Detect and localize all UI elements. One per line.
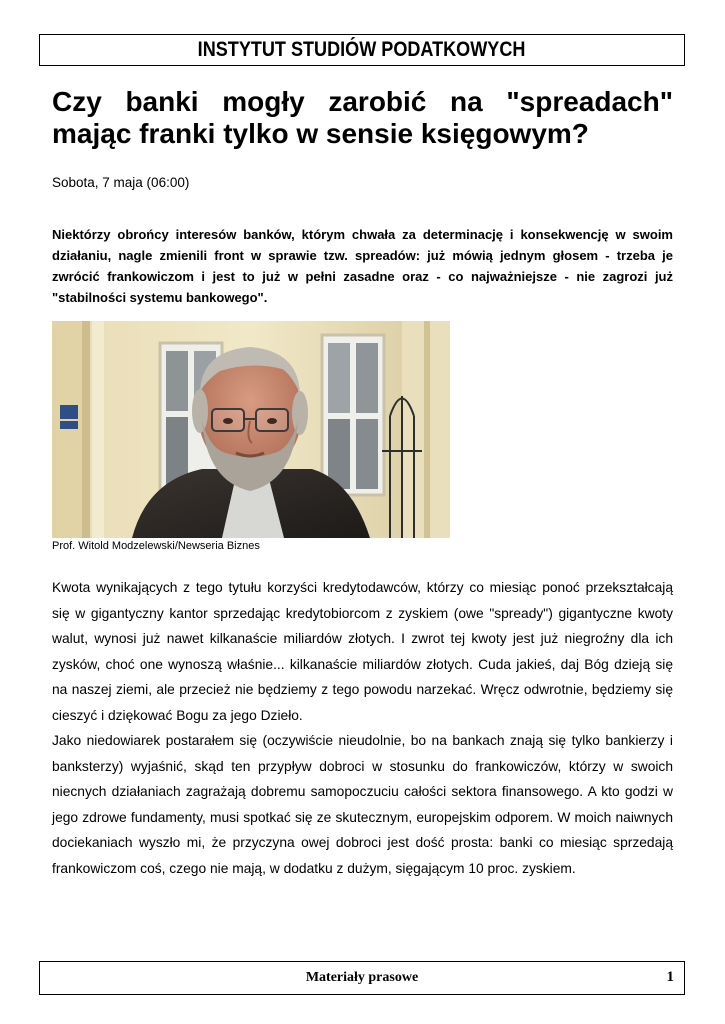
footer-label: Materiały prasowe (305, 970, 419, 985)
footer-box (39, 961, 685, 995)
article-title: Czy banki mogły zarobić na "spreadach" mając franki tylko w sensie księgowym? (52, 86, 673, 149)
article-body (52, 575, 673, 881)
article-date: Sobota, 7 maja (06:00) (52, 175, 190, 190)
article-lead: Niektórzy obrońcy interesów banków, którym chwała za determinację i konsekwencję w swoim działaniu, nagle zmienili front w sprawie tzw. spreadów: już mówią jednym głosem - trzeba je zwrócić frankowiczom i jest to już w pełni zasadne oraz - co najważniejsze - nie zagrozi już "stabilności systemu bankowego". (52, 227, 673, 305)
article-paragraph: Jako niedowiarek postarałem się (oczywiście nieudolnie, bo na bankach znają się tylko bankierzy i banksterzy) wyjaśnić, skąd ten przypływ dobroci w stosunku do frankowiczów, którzy w swoich niecnych działaniach zagrażają dobremu samopoczuciu całości sektora finansowego. A kto godzi w jego zdrowe fundamenty, musi spotkać się ze skutecznym, europejskim odporem. W moich naiwnych dociekaniach wyszło mi, że przyczyna owej dobroci jest dość prosta: banki co miesiąc sprzedają frankowiczom coś, czego nie mają, w dodatku z dużym, sięgającym 10 proc. zyskiem. (52, 733, 673, 876)
photo-caption: Prof. Witold Modzelewski/Newseria Biznes (52, 540, 260, 552)
article-paragraph: Kwota wynikających z tego tytułu korzyści kredytodawców, którzy co miesiąc ponoć przekształcają się w gigantyczny kantor sprzedając kredytobiorcom z zyskiem (owe "spready") gigantyczne kwoty walut, wynosi już nawet kilkanaście miliardów złotych. I zwrot tej kwoty jest już niegroźny dla ich zysków, choć one wynoszą właśnie... kilkanaście miliardów złotych. Cuda jakieś, daj Bóg dzieją się na naszej ziemi, ale przecież nie będziemy z tego powodu narzekać. Wręcz odwrotnie, będziemy się cieszyć i dziękować Bogu za jego Dzieło. (52, 580, 673, 723)
institute-name: INSTYTUT STUDIÓW PODATKOWYCH (198, 38, 526, 61)
header-box (39, 34, 685, 66)
article-photo (52, 321, 450, 538)
portrait-illustration (52, 321, 450, 538)
page-number: 1 (666, 969, 674, 985)
